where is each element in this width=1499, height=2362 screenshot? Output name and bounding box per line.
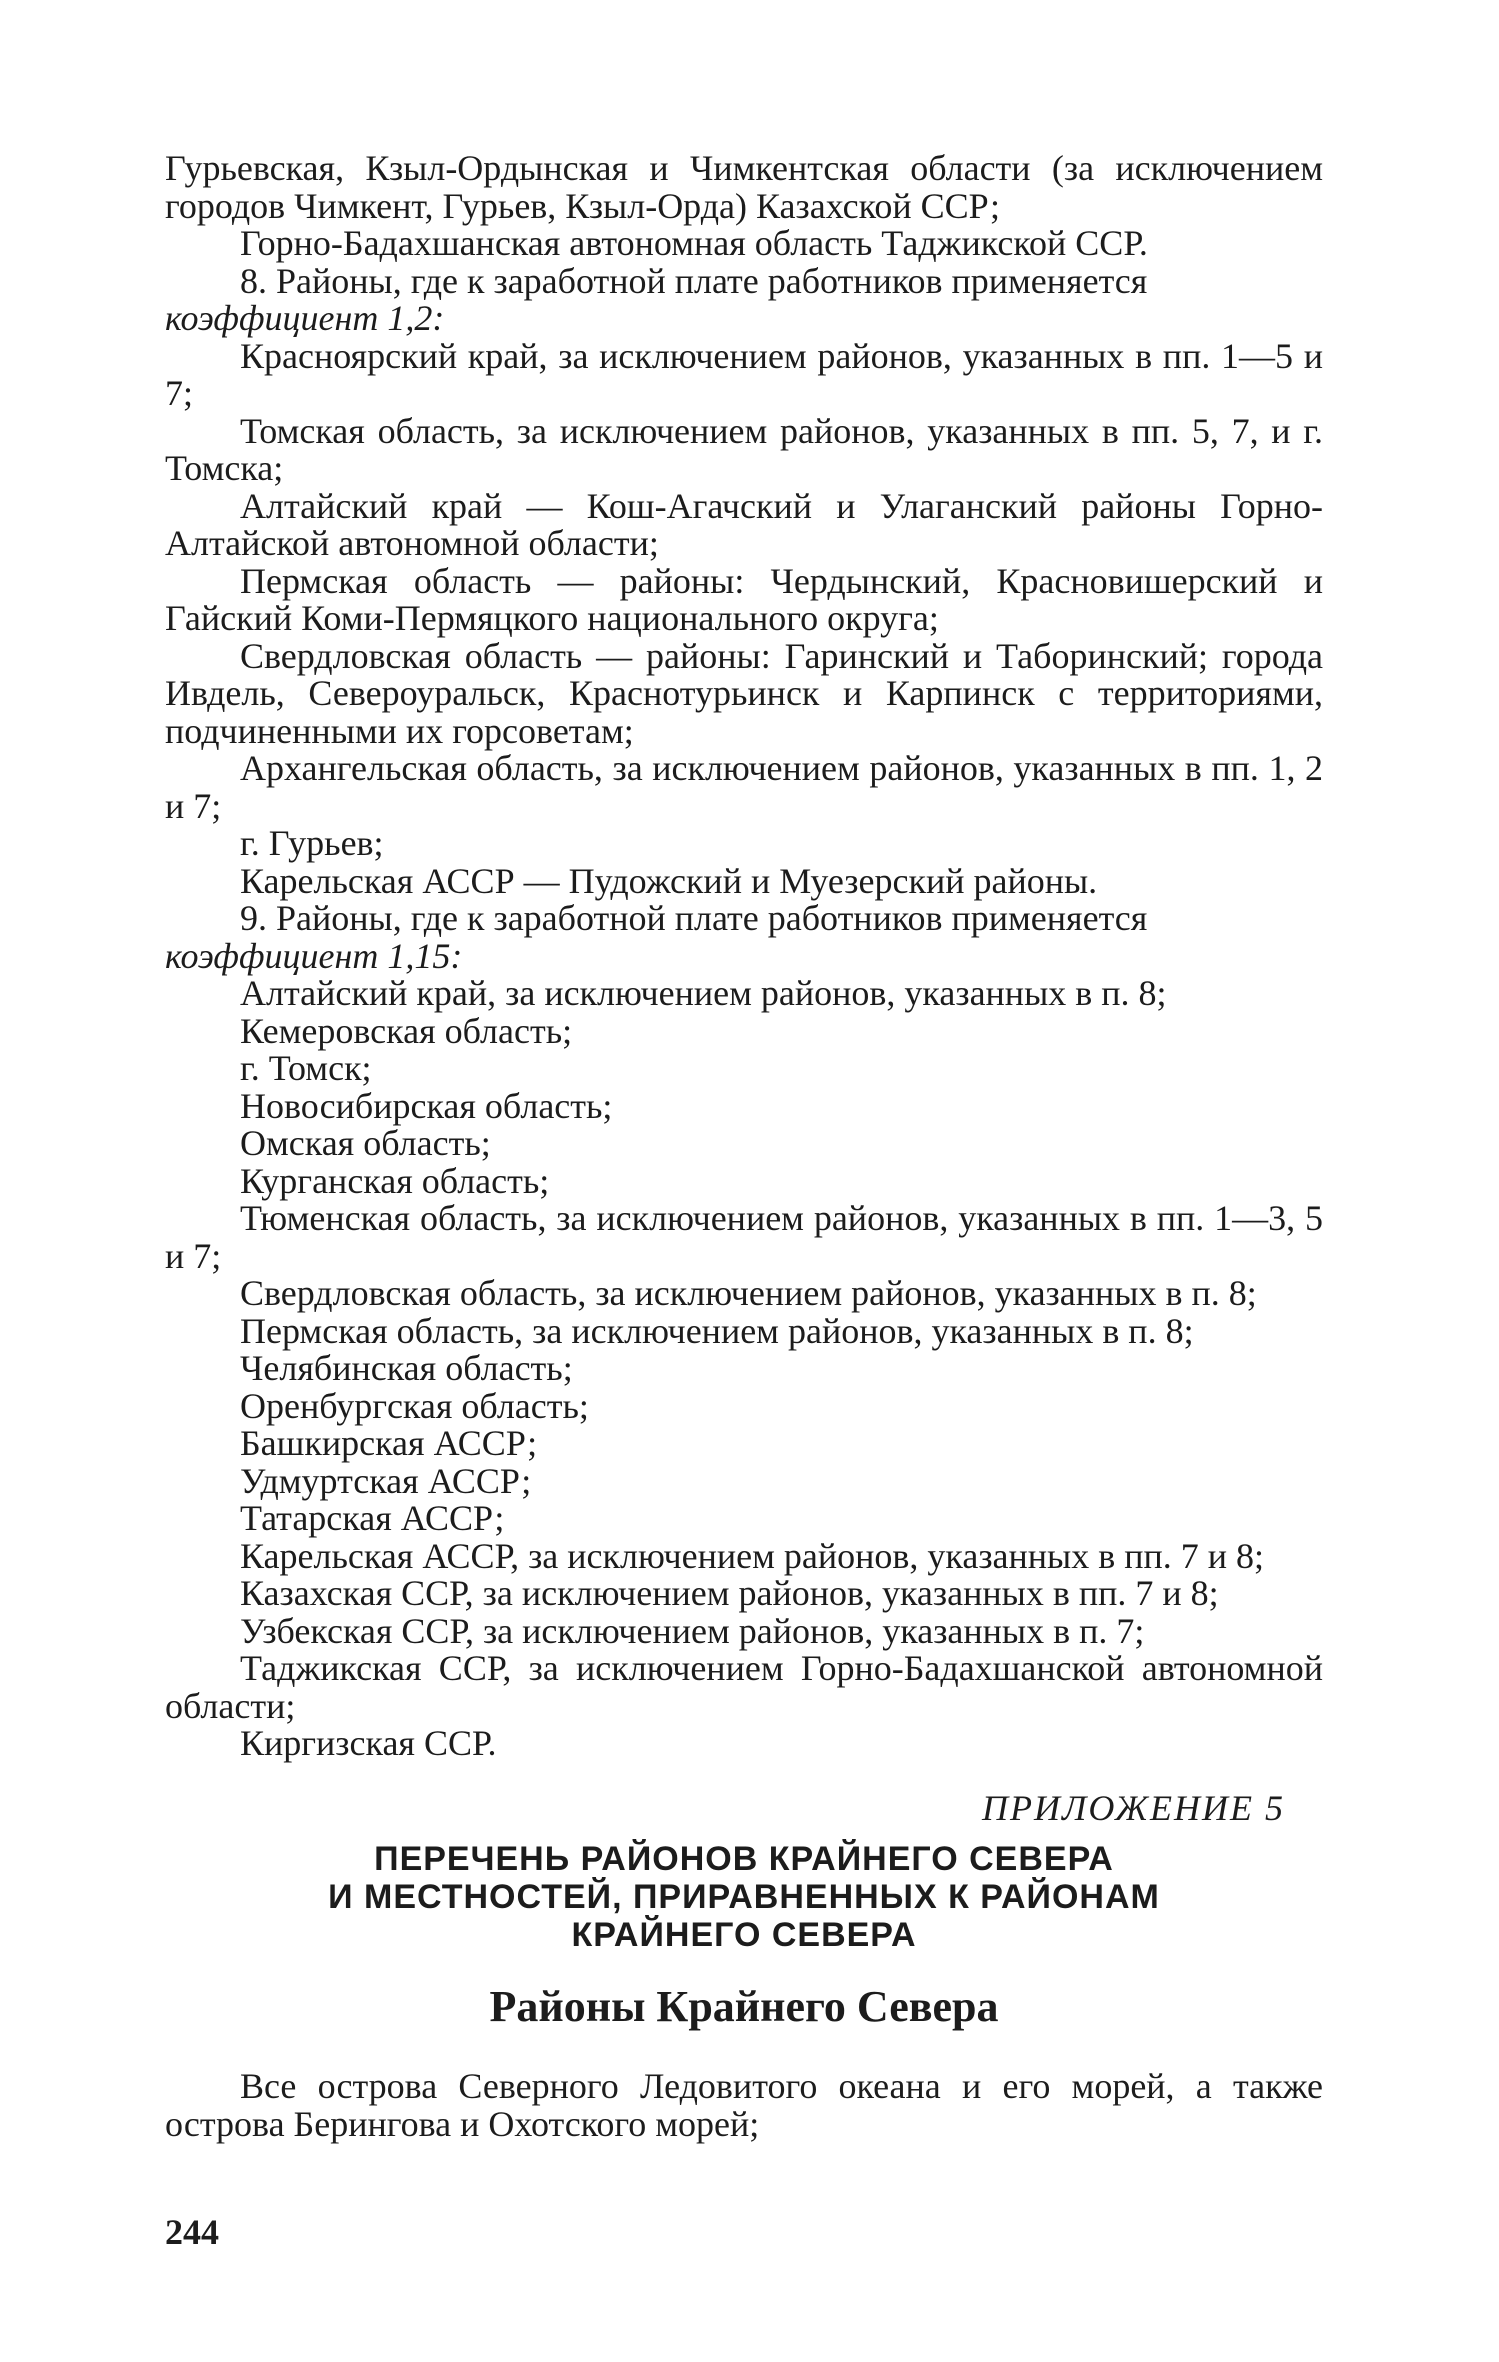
heading-line: КРАЙНЕГО СЕВЕРА	[571, 1916, 917, 1954]
list-item: Киргизская ССР.	[240, 1723, 497, 1763]
list-item: Красноярский край, за исключением районов, указанных в пп. 1—5 и 7;	[165, 335, 1323, 413]
section-9-intro: 9. Районы, где к заработной плате работников применяется	[240, 898, 1148, 938]
list-item: Кемеровская область;	[240, 1010, 573, 1051]
list-item: Курганская область;	[240, 1160, 550, 1201]
coefficient-label: коэффициент 1,2:	[165, 298, 445, 338]
list-item: Тюменская область, за исключением районов, указанных в пп. 1—3, 5 и 7;	[165, 1198, 1323, 1276]
list-item: г. Томск;	[240, 1048, 372, 1088]
list-item: Оренбургская область;	[240, 1385, 589, 1426]
appendix-heading	[165, 1840, 1323, 1954]
list-item: Карельская АССР — Пудожский и Муезерский районы.	[240, 860, 1098, 901]
list-item: Челябинская область;	[240, 1348, 573, 1388]
list-item: Карельская АССР, за исключением районов, указанных в пп. 7 и 8;	[240, 1535, 1265, 1576]
list-item: Татарская АССР;	[240, 1498, 505, 1538]
list-item: г. Гурьев;	[240, 823, 384, 863]
list-item: Архангельская область, за исключением районов, указанных в пп. 1, 2 и 7;	[165, 748, 1323, 826]
list-item: Гурьевская, Кзыл-Ордынская и Чимкентская области (за исключением городов Чимкент, Гурьев, Кзыл-Орда) Казахской ССР;	[165, 148, 1323, 226]
page-number: 244	[165, 2212, 219, 2252]
heading-line: И МЕСТНОСТЕЙ, ПРИРАВНЕННЫХ К РАЙОНАМ	[328, 1878, 1160, 1916]
list-item: Новосибирская область;	[240, 1085, 613, 1126]
list-item: Алтайский край, за исключением районов, указанных в п. 8;	[240, 973, 1167, 1013]
list-item: Башкирская АССР;	[240, 1423, 538, 1463]
section-8-intro: 8. Районы, где к заработной плате работников применяется	[240, 260, 1148, 301]
list-item: Казахская ССР, за исключением районов, указанных в пп. 7 и 8;	[240, 1573, 1219, 1613]
list-item: Горно-Бадахшанская автономная область Таджикской ССР.	[240, 223, 1148, 263]
list-item: Узбекская ССР, за исключением районов, указанных в п. 7;	[240, 1610, 1145, 1651]
coefficient-label: коэффициент 1,15:	[165, 935, 463, 976]
list-item: Свердловская область, за исключением районов, указанных в п. 8;	[240, 1273, 1257, 1313]
list-item: Алтайский край — Кош-Агачский и Улаганский районы Горно-Алтайской автономной области;	[165, 485, 1323, 563]
section-subheading: Районы Крайнего Севера	[489, 1982, 999, 2031]
list-item: Свердловская область — районы: Гаринский и Таборинский; города Ивдель, Североуральск, Краснотурьинск и Карпинск с территориями, подчиненными их горсоветам;	[165, 635, 1323, 751]
paragraph-text: Все острова Северного Ледовитого океана и его морей, а также острова Берингова и Охотского морей;	[165, 2066, 1323, 2144]
list-item: Удмуртская АССР;	[240, 1460, 532, 1501]
list-item: Таджикская ССР, за исключением Горно-Бадахшанской автономной области;	[165, 1648, 1323, 1726]
appendix-label: ПРИЛОЖЕНИЕ 5	[982, 1788, 1285, 1828]
heading-line: ПЕРЕЧЕНЬ РАЙОНОВ КРАЙНЕГО СЕВЕРА	[374, 1840, 1114, 1878]
body-paragraph	[165, 2068, 1323, 2143]
list-item: Пермская область, за исключением районов, указанных в п. 8;	[240, 1310, 1194, 1351]
list-item: Томская область, за исключением районов, указанных в пп. 5, 7, и г. Томска;	[165, 410, 1323, 488]
list-item: Пермская область — районы: Чердынский, Красновишерский и Гайский Коми-Пермяцкого национального округа;	[165, 560, 1323, 638]
list-item: Омская область;	[240, 1123, 491, 1163]
region-list	[165, 150, 1323, 1763]
